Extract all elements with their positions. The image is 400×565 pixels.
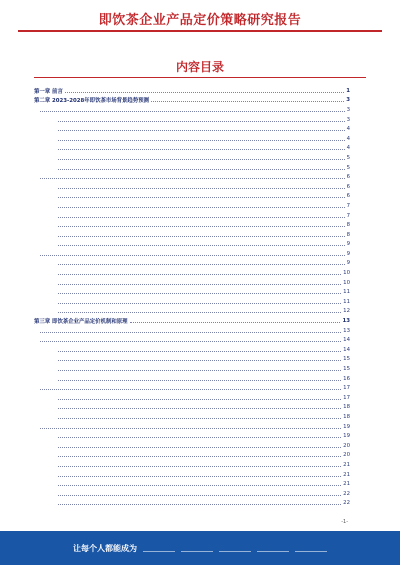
toc-page-number: 8 xyxy=(346,222,350,229)
toc-entry[interactable] xyxy=(34,134,350,144)
toc-leader-dots xyxy=(58,463,341,467)
toc-leader-dots xyxy=(58,194,345,198)
toc-leader-dots xyxy=(58,473,341,477)
toc-page-number: 13 xyxy=(343,327,350,334)
toc-leader-dots xyxy=(58,204,345,208)
toc-page-number: 9 xyxy=(346,250,350,257)
toc-page-number: 10 xyxy=(343,279,350,286)
toc-leader-dots xyxy=(58,444,341,448)
toc-page-number: 4 xyxy=(346,145,350,152)
toc-leader-dots xyxy=(130,319,341,323)
toc-entry-text: 第一章 前言 xyxy=(34,88,63,95)
toc-page-number: 14 xyxy=(343,337,350,344)
toc-page-number: 21 xyxy=(343,471,350,478)
toc-page-number: 3 xyxy=(346,116,350,123)
toc-entry[interactable] xyxy=(34,374,350,384)
toc-entry[interactable] xyxy=(34,297,350,307)
toc-page-number: 7 xyxy=(346,202,350,209)
toc-heading: 内容目录 xyxy=(175,60,224,74)
toc-leader-dots xyxy=(58,166,345,170)
toc-entry[interactable] xyxy=(34,115,350,125)
toc-leader-dots xyxy=(40,338,341,342)
toc-page-number: 17 xyxy=(343,394,350,401)
toc-leader-dots xyxy=(58,367,341,371)
toc-page-number: 14 xyxy=(343,346,350,353)
toc-chapter-entry[interactable] xyxy=(34,316,350,326)
toc-page-number: 4 xyxy=(346,126,350,133)
toc-leader-dots xyxy=(40,252,345,256)
report-title: 即饮茶企业产品定价策略研究报告 xyxy=(98,13,302,28)
toc-leader-dots xyxy=(151,98,344,102)
toc-page-number: 4 xyxy=(346,135,350,142)
toc-entry[interactable] xyxy=(34,287,350,297)
toc-leader-dots xyxy=(58,242,345,246)
toc-page-number: 8 xyxy=(346,231,350,238)
toc-entry[interactable] xyxy=(34,412,350,422)
toc-entry[interactable] xyxy=(34,105,350,115)
toc-page-number: 6 xyxy=(346,183,350,190)
toc-page-number: 1 xyxy=(346,87,350,94)
toc-entry[interactable] xyxy=(34,326,350,336)
toc-leader-dots xyxy=(58,501,341,505)
toc-page-number: 19 xyxy=(343,433,350,440)
toc-page-number: 15 xyxy=(343,356,350,363)
toc-leader-dots xyxy=(40,108,345,112)
toc-entry-text: 第三章 即饮茶企业产品定价机制和原理 xyxy=(34,319,128,326)
toc-page-number: 20 xyxy=(343,442,350,449)
toc-leader-dots xyxy=(58,396,341,400)
toc-page-number: 18 xyxy=(343,413,350,420)
toc-page-number: 5 xyxy=(346,164,350,171)
footer-tags xyxy=(143,545,327,552)
toc-entry[interactable] xyxy=(34,335,350,345)
toc-entry[interactable] xyxy=(34,230,350,240)
footer-tag xyxy=(219,545,251,552)
toc-page-number: 21 xyxy=(343,461,350,468)
toc-leader-dots xyxy=(58,118,345,122)
toc-page-number: 17 xyxy=(343,385,350,392)
toc-entry[interactable] xyxy=(34,355,350,365)
toc-entry[interactable] xyxy=(34,499,350,509)
page-number: -1- xyxy=(341,519,348,525)
toc-entry[interactable] xyxy=(34,249,350,259)
toc-leader-dots xyxy=(58,348,341,352)
toc-entry[interactable] xyxy=(34,278,350,288)
toc-page-number: 13 xyxy=(342,318,350,325)
toc-leader-dots xyxy=(58,261,345,265)
toc-leader-dots xyxy=(58,453,341,457)
toc-leader-dots xyxy=(58,434,341,438)
toc-leader-dots xyxy=(58,271,341,275)
toc-entry[interactable] xyxy=(34,383,350,393)
toc-entry[interactable] xyxy=(34,307,350,317)
toc-page-number: 10 xyxy=(343,270,350,277)
toc-leader-dots xyxy=(58,127,345,131)
footer-tag xyxy=(295,545,327,552)
toc-leader-dots xyxy=(58,185,345,189)
toc-leader-dots xyxy=(58,214,345,218)
toc-entry[interactable] xyxy=(34,259,350,269)
toc-page-number: 22 xyxy=(343,500,350,507)
toc-entry[interactable] xyxy=(34,124,350,134)
toc-entry[interactable] xyxy=(34,441,350,451)
toc-leader-dots xyxy=(40,425,341,429)
toc-leader-dots xyxy=(58,357,341,361)
toc-entry[interactable] xyxy=(34,268,350,278)
toc-leader-dots xyxy=(58,300,341,304)
toc-leader-dots xyxy=(40,386,341,390)
toc-entry[interactable] xyxy=(34,201,350,211)
toc-leader-dots xyxy=(40,175,345,179)
title-divider xyxy=(18,30,382,32)
toc-leader-dots xyxy=(58,146,345,150)
toc-entry[interactable] xyxy=(34,422,350,432)
toc-entry[interactable] xyxy=(34,431,350,441)
toc-leader-dots xyxy=(58,233,345,237)
toc-page-number: 3 xyxy=(346,106,350,113)
toc-divider xyxy=(34,77,366,78)
toc-entry[interactable] xyxy=(34,182,350,192)
toc-leader-dots xyxy=(58,309,341,313)
toc-entry-text: 第二章 2023-2028年即饮茶市场背景趋势预测 xyxy=(34,98,149,105)
toc-chapter-entry[interactable] xyxy=(34,96,350,106)
toc-leader-dots xyxy=(58,223,345,227)
toc-page-number: 11 xyxy=(343,289,350,296)
toc-leader-dots xyxy=(58,415,341,419)
toc-page-number: 12 xyxy=(343,308,350,315)
toc-entry[interactable] xyxy=(34,403,350,413)
toc-entry[interactable] xyxy=(34,153,350,163)
toc-page-number: 3 xyxy=(346,97,350,104)
toc-leader-dots xyxy=(58,156,345,160)
toc-entry[interactable] xyxy=(34,172,350,182)
toc-leader-dots xyxy=(65,89,344,93)
toc-entry[interactable] xyxy=(34,393,350,403)
toc-page-number: 21 xyxy=(343,481,350,488)
footer-banner xyxy=(0,531,400,565)
toc-leader-dots xyxy=(58,492,341,496)
toc-page-number: 18 xyxy=(343,404,350,411)
toc-page-number: 9 xyxy=(346,260,350,267)
toc-page-number: 7 xyxy=(346,212,350,219)
toc-page-number: 5 xyxy=(346,154,350,161)
toc-entry[interactable] xyxy=(34,364,350,374)
toc-page-number: 11 xyxy=(343,298,350,305)
toc-entry[interactable] xyxy=(34,479,350,489)
footer-tag xyxy=(143,545,175,552)
toc-page-number: 19 xyxy=(343,423,350,430)
toc-chapter-entry[interactable] xyxy=(34,86,350,96)
footer-tag xyxy=(257,545,289,552)
toc-entry[interactable] xyxy=(34,144,350,154)
toc-leader-dots xyxy=(40,329,341,333)
toc-page-number: 15 xyxy=(343,366,350,373)
toc-leader-dots xyxy=(58,377,341,381)
toc-entry[interactable] xyxy=(34,220,350,230)
toc-page-number: 9 xyxy=(346,241,350,248)
toc-entry[interactable] xyxy=(34,470,350,480)
toc-entry[interactable] xyxy=(34,451,350,461)
toc-page-number: 22 xyxy=(343,490,350,497)
toc-leader-dots xyxy=(58,137,345,141)
toc-entry[interactable] xyxy=(34,163,350,173)
toc-entry[interactable] xyxy=(34,240,350,250)
footer-slogan: 让每个人都能成为 xyxy=(73,543,137,553)
toc-page-number: 20 xyxy=(343,452,350,459)
toc-page-number: 6 xyxy=(346,174,350,181)
toc-leader-dots xyxy=(58,405,341,409)
toc-entry[interactable] xyxy=(34,345,350,355)
toc-entry[interactable] xyxy=(34,192,350,202)
toc-entry[interactable] xyxy=(34,460,350,470)
toc-entry[interactable] xyxy=(34,489,350,499)
table-of-contents xyxy=(34,86,350,508)
toc-page-number: 6 xyxy=(346,193,350,200)
toc-leader-dots xyxy=(58,281,341,285)
footer-tag xyxy=(181,545,213,552)
toc-page-number: 16 xyxy=(343,375,350,382)
toc-leader-dots xyxy=(58,482,341,486)
toc-entry[interactable] xyxy=(34,211,350,221)
toc-leader-dots xyxy=(58,290,341,294)
